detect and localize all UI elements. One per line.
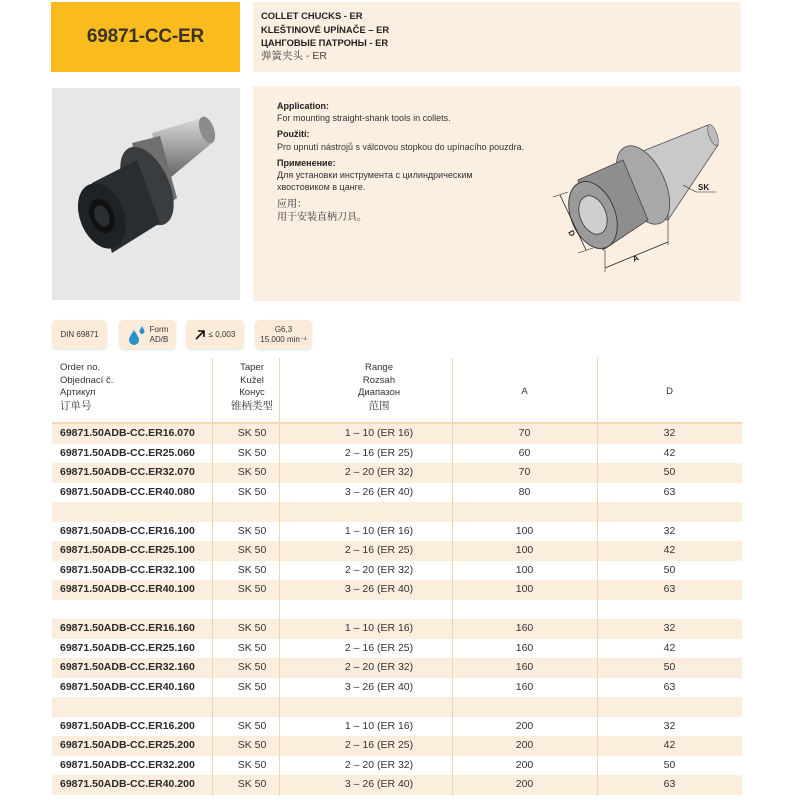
header-taper-cn: 锥柄类型 — [231, 399, 273, 412]
table-row[interactable] — [52, 444, 742, 464]
application-text-ru-1: Для установки инструмента с цилиндрическим — [277, 170, 473, 181]
title-ru: ЦАНГОВЫЕ ПАТРОНЫ - ER — [261, 37, 389, 48]
header-order-en: Order no. — [60, 362, 101, 373]
order-cell: 69871.50ADB-CC.ER32.200 — [60, 758, 195, 771]
taper-cell: SK 50 — [237, 758, 267, 771]
a-cell: 160 — [515, 622, 534, 634]
d-cell: 32 — [663, 622, 676, 634]
range-cell: 2 – 20 (ER 32) — [344, 661, 414, 673]
badge-form-line2: AD/B — [149, 334, 169, 344]
taper-cell: SK 50 — [237, 739, 267, 751]
badge-form — [119, 320, 176, 349]
d-cell: 63 — [663, 680, 676, 693]
dimension-diagram — [548, 110, 728, 290]
application-heading-ru: Применение: — [277, 157, 336, 168]
application-heading-en: Application: — [277, 101, 329, 111]
header-range-cz: Rozsah — [362, 374, 396, 386]
header-a: A — [521, 386, 528, 397]
a-cell: 100 — [515, 563, 534, 576]
table-row[interactable] — [52, 678, 742, 698]
a-cell: 70 — [518, 466, 531, 478]
order-cell: 69871.50ADB-CC.ER16.200 — [60, 719, 195, 732]
header-order-cn: 订单号 — [60, 399, 92, 412]
header-divider — [52, 422, 742, 424]
a-cell: 100 — [515, 524, 534, 537]
order-cell: 69871.50ADB-CC.ER32.160 — [60, 661, 195, 673]
table-row[interactable] — [52, 736, 742, 756]
table-row[interactable] — [52, 580, 742, 600]
a-cell: 200 — [515, 758, 534, 771]
taper-cell: SK 50 — [237, 466, 267, 478]
application-text-cz: Pro upnutí nástrojů s válcovou stopkou do upínacího pouzdra. — [277, 141, 525, 152]
application-heading-cn: 应用： — [277, 199, 307, 211]
header-range-en: Range — [365, 362, 393, 373]
taper-cell: SK 50 — [237, 583, 267, 595]
group-spacer-row — [52, 697, 742, 717]
coolant-drop-icon — [127, 324, 147, 346]
application-text-ru-2: хвостовиком в цанге. — [277, 182, 366, 193]
group-spacer-row — [52, 502, 742, 522]
range-cell: 3 – 26 (ER 40) — [344, 778, 414, 790]
product-table — [52, 362, 742, 422]
badge-balance-line2: 15.000 min⁻¹ — [260, 334, 307, 344]
taper-cell: SK 50 — [237, 524, 267, 537]
order-cell: 69871.50ADB-CC.ER32.100 — [60, 563, 195, 576]
table-row[interactable] — [52, 522, 742, 542]
d-cell: 50 — [663, 563, 676, 576]
range-cell: 2 – 20 (ER 32) — [344, 563, 414, 576]
product-photo — [52, 88, 240, 300]
header-taper-ru: Конус — [239, 387, 265, 398]
table-row[interactable] — [52, 658, 742, 678]
badge-form-line1: Form — [149, 324, 169, 334]
order-cell: 69871.50ADB-CC.ER25.160 — [60, 641, 195, 654]
d-cell: 50 — [663, 758, 676, 771]
a-cell: 70 — [518, 427, 531, 439]
table-row[interactable] — [52, 756, 742, 776]
order-cell: 69871.50ADB-CC.ER25.060 — [60, 446, 195, 459]
header-order-cz: Objednací č. — [60, 374, 114, 386]
application-text-cn: 用于安装直柄刀具。 — [277, 211, 367, 223]
order-cell: 69871.50ADB-CC.ER16.100 — [60, 524, 195, 537]
order-cell: 69871.50ADB-CC.ER40.160 — [60, 680, 195, 693]
group-spacer-row — [52, 600, 742, 620]
a-cell: 200 — [515, 778, 534, 790]
diagram-label-sk: SK — [698, 183, 710, 192]
d-cell: 42 — [663, 739, 676, 751]
taper-cell: SK 50 — [237, 622, 267, 634]
a-cell: 200 — [515, 719, 534, 732]
taper-cell: SK 50 — [237, 719, 267, 732]
range-cell: 2 – 16 (ER 25) — [344, 739, 414, 751]
a-cell: 60 — [518, 446, 531, 459]
range-cell: 2 – 20 (ER 32) — [344, 466, 414, 478]
range-cell: 3 – 26 (ER 40) — [344, 680, 414, 693]
header-order-ru: Артикул — [60, 387, 96, 398]
d-cell: 32 — [663, 719, 676, 732]
taper-cell: SK 50 — [237, 544, 267, 556]
range-cell: 1 – 10 (ER 16) — [344, 427, 414, 439]
taper-cell: SK 50 — [237, 680, 267, 693]
range-cell: 1 – 10 (ER 16) — [344, 719, 414, 732]
header-d: D — [666, 386, 673, 397]
range-cell: 2 – 16 (ER 25) — [344, 641, 414, 654]
d-cell: 32 — [663, 427, 676, 439]
a-cell: 100 — [515, 544, 534, 556]
table-row[interactable] — [52, 639, 742, 659]
header-taper-cz: Kužel — [240, 374, 264, 386]
range-cell: 2 – 20 (ER 32) — [344, 758, 414, 771]
taper-cell: SK 50 — [237, 563, 267, 576]
order-cell: 69871.50ADB-CC.ER25.100 — [60, 544, 195, 556]
table-row[interactable] — [52, 717, 742, 737]
application-text-en: For mounting straight-shank tools in collets. — [277, 113, 451, 124]
title-cz: KLEŠTINOVÉ UPÍNAČE – ER — [261, 23, 390, 35]
table-row[interactable] — [52, 424, 742, 444]
table-row[interactable] — [52, 775, 742, 795]
d-cell: 42 — [663, 544, 676, 556]
table-row[interactable] — [52, 483, 742, 503]
d-cell: 42 — [663, 641, 676, 654]
badge-balance-line1: G6,3 — [274, 324, 293, 334]
header-range-ru: Диапазон — [357, 387, 401, 398]
a-cell: 160 — [515, 641, 534, 654]
range-cell: 2 – 16 (ER 25) — [344, 446, 414, 459]
order-cell: 69871.50ADB-CC.ER32.070 — [60, 466, 195, 478]
diagram-label-a: A — [631, 253, 641, 264]
taper-cell: SK 50 — [237, 446, 267, 459]
diagram-label-d: D — [566, 228, 577, 239]
order-cell: 69871.50ADB-CC.ER16.160 — [60, 622, 195, 634]
taper-cell: SK 50 — [237, 485, 267, 498]
title-cn: 弹簧夹头 - ER — [261, 49, 327, 62]
product-code: 69871-CC-ER — [86, 26, 205, 47]
a-cell: 80 — [518, 485, 531, 498]
runout-arrow-icon — [195, 330, 205, 340]
d-cell: 42 — [663, 446, 676, 459]
table-row[interactable] — [52, 619, 742, 639]
d-cell: 50 — [663, 661, 676, 673]
order-cell: 69871.50ADB-CC.ER16.070 — [60, 427, 195, 439]
d-cell: 63 — [663, 583, 676, 595]
badge-runout-text: ≤ 0,003 — [208, 329, 236, 339]
header-taper-en: Taper — [240, 362, 264, 373]
badge-runout — [186, 320, 244, 349]
taper-cell: SK 50 — [237, 778, 267, 790]
application-heading-cz: Použití: — [277, 129, 310, 140]
range-cell: 3 – 26 (ER 40) — [344, 583, 414, 595]
d-cell: 63 — [663, 485, 676, 498]
taper-cell: SK 50 — [237, 427, 267, 439]
table-row[interactable] — [52, 561, 742, 581]
title-panel — [253, 2, 741, 72]
range-cell: 3 – 26 (ER 40) — [344, 485, 414, 498]
a-cell: 160 — [515, 680, 534, 693]
range-cell: 1 – 10 (ER 16) — [344, 524, 414, 537]
table-header — [52, 362, 742, 422]
order-cell: 69871.50ADB-CC.ER25.200 — [60, 739, 195, 751]
header-order — [60, 362, 113, 412]
badge-balance — [255, 320, 312, 349]
range-cell: 2 – 16 (ER 25) — [344, 544, 414, 556]
collet-chuck-photo-icon — [52, 88, 240, 300]
d-cell: 32 — [663, 524, 676, 537]
title-en: COLLET CHUCKS - ER — [261, 10, 363, 21]
order-cell: 69871.50ADB-CC.ER40.100 — [60, 583, 195, 595]
a-cell: 100 — [515, 583, 534, 595]
a-cell: 200 — [515, 739, 534, 751]
table-row[interactable] — [52, 541, 742, 561]
product-code-box — [51, 2, 240, 72]
badge-din — [52, 320, 107, 349]
header-range-cn: 范围 — [368, 399, 390, 412]
d-cell: 63 — [663, 778, 676, 790]
application-text — [277, 100, 577, 224]
badge-din-text: DIN 69871 — [60, 329, 99, 339]
range-cell: 1 – 10 (ER 16) — [344, 622, 414, 634]
a-cell: 160 — [515, 661, 534, 673]
collet-chuck-diagram-icon — [548, 110, 728, 290]
d-cell: 50 — [663, 466, 676, 478]
taper-cell: SK 50 — [237, 661, 267, 673]
table-row[interactable] — [52, 463, 742, 483]
taper-cell: SK 50 — [237, 641, 267, 654]
order-cell: 69871.50ADB-CC.ER40.080 — [60, 485, 195, 498]
header-range — [279, 362, 479, 412]
order-cell: 69871.50ADB-CC.ER40.200 — [60, 778, 195, 790]
